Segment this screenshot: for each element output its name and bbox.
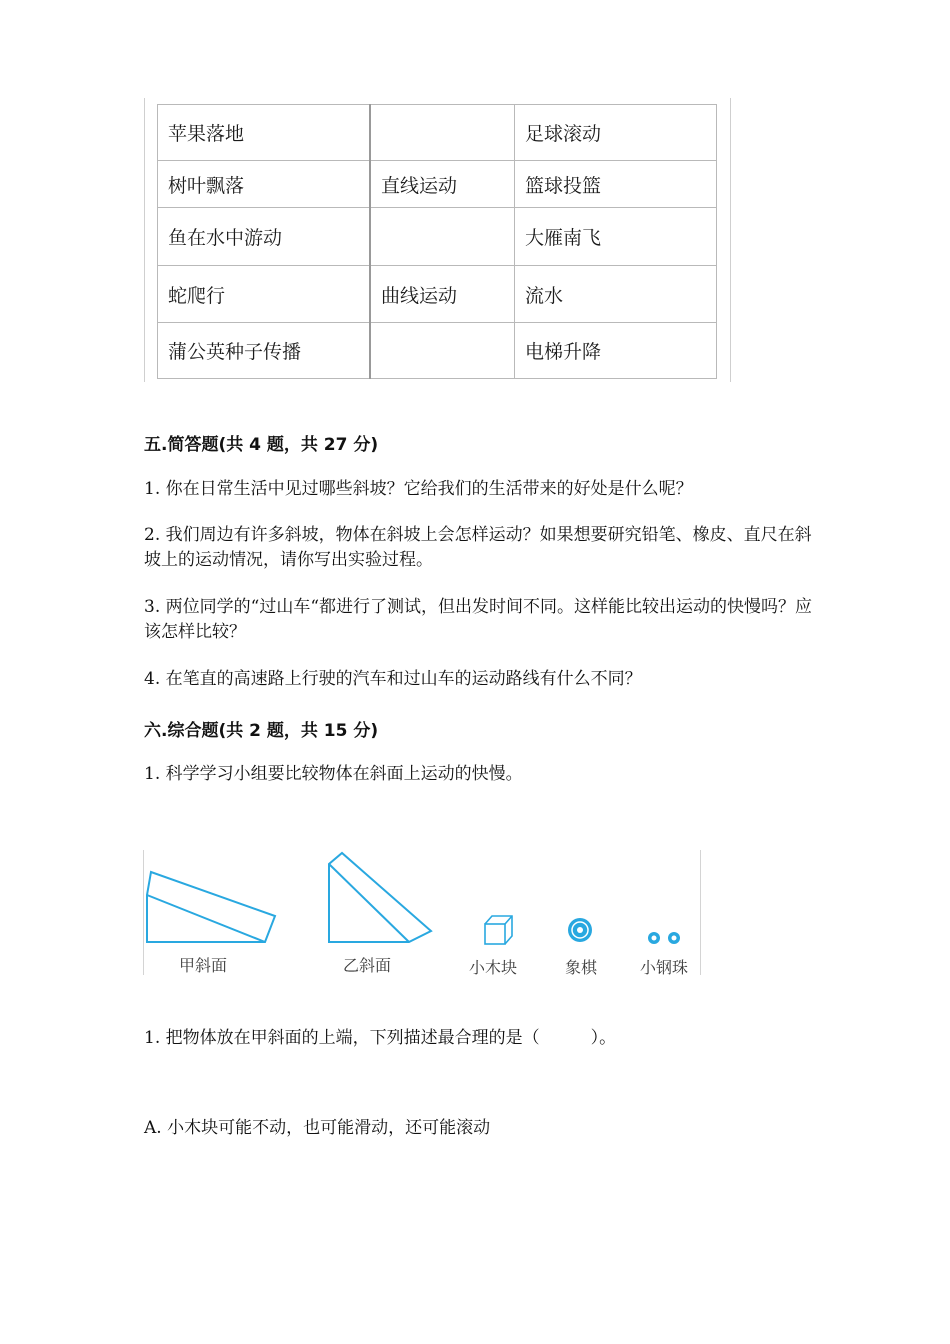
option-a: A. 小木块可能不动，也可能滑动，还可能滚动	[144, 1118, 491, 1138]
table-left-edge	[144, 98, 145, 382]
left-cell: 鱼在水中游动	[158, 208, 371, 266]
slope-yi-label: 乙斜面	[343, 956, 392, 975]
left-cell: 蛇爬行	[158, 266, 371, 323]
slopes-figure	[143, 850, 701, 975]
question-3: 3. 两位同学的“过山车“都进行了测试，但出发时间不同。这样能比较出运动的快慢吗？应该怎样比较？	[144, 597, 813, 642]
steel-ball-label: 小钢珠	[640, 958, 689, 977]
question-1: 1. 你在日常生活中见过哪些斜坡？它给我们的生活带来的好处是什么呢？	[144, 479, 693, 499]
left-cell: 树叶飘落	[158, 161, 371, 208]
chess-piece-icon	[568, 918, 592, 942]
wood-block-label: 小木块	[469, 958, 518, 977]
question-4: 4. 在笔直的高速路上行驶的汽车和过山车的运动路线有什么不同？	[144, 669, 642, 689]
right-cell: 篮球投篮	[515, 161, 717, 208]
table-row	[158, 323, 717, 379]
right-cell: 流水	[515, 266, 717, 323]
chess-label: 象棋	[565, 958, 598, 977]
slope-jia-icon	[147, 872, 275, 942]
right-cell: 足球滚动	[515, 105, 717, 161]
steel-balls-icon	[648, 932, 680, 944]
comprehensive-question-1: 1. 科学学习小组要比较物体在斜面上运动的快慢。	[144, 764, 523, 784]
table-row	[158, 266, 717, 323]
question-2: 2. 我们周边有许多斜坡，物体在斜坡上会怎样运动？如果想要研究铅笔、橡皮、直尺在斜坡上的运动情况，请你写出实验过程。	[144, 525, 812, 570]
left-cell: 苹果落地	[158, 105, 371, 161]
middle-cell: 曲线运动	[370, 266, 515, 323]
slope-jia-label: 甲斜面	[179, 956, 228, 975]
middle-cell: 直线运动	[370, 161, 515, 208]
table-row	[158, 105, 717, 161]
table-row	[158, 161, 717, 208]
wood-block-icon	[485, 916, 512, 944]
left-cell: 蒲公英种子传播	[158, 323, 371, 379]
section-6-title: 六.综合题(共 2 题，共 15 分)	[144, 721, 379, 741]
middle-cell	[370, 105, 515, 161]
section-5-title: 五.简答题(共 4 题，共 27 分)	[144, 435, 379, 455]
table-right-edge	[730, 98, 731, 382]
middle-cell	[370, 323, 515, 379]
matching-table	[157, 104, 717, 379]
matching-table-area	[144, 98, 731, 382]
slope-yi-icon	[329, 853, 431, 942]
middle-cell	[370, 208, 515, 266]
right-cell: 大雁南飞	[515, 208, 717, 266]
right-cell: 电梯升降	[515, 323, 717, 379]
table-row	[158, 208, 717, 266]
sub-question-1: 1. 把物体放在甲斜面的上端，下列描述最合理的是（ ）。	[144, 1028, 617, 1048]
